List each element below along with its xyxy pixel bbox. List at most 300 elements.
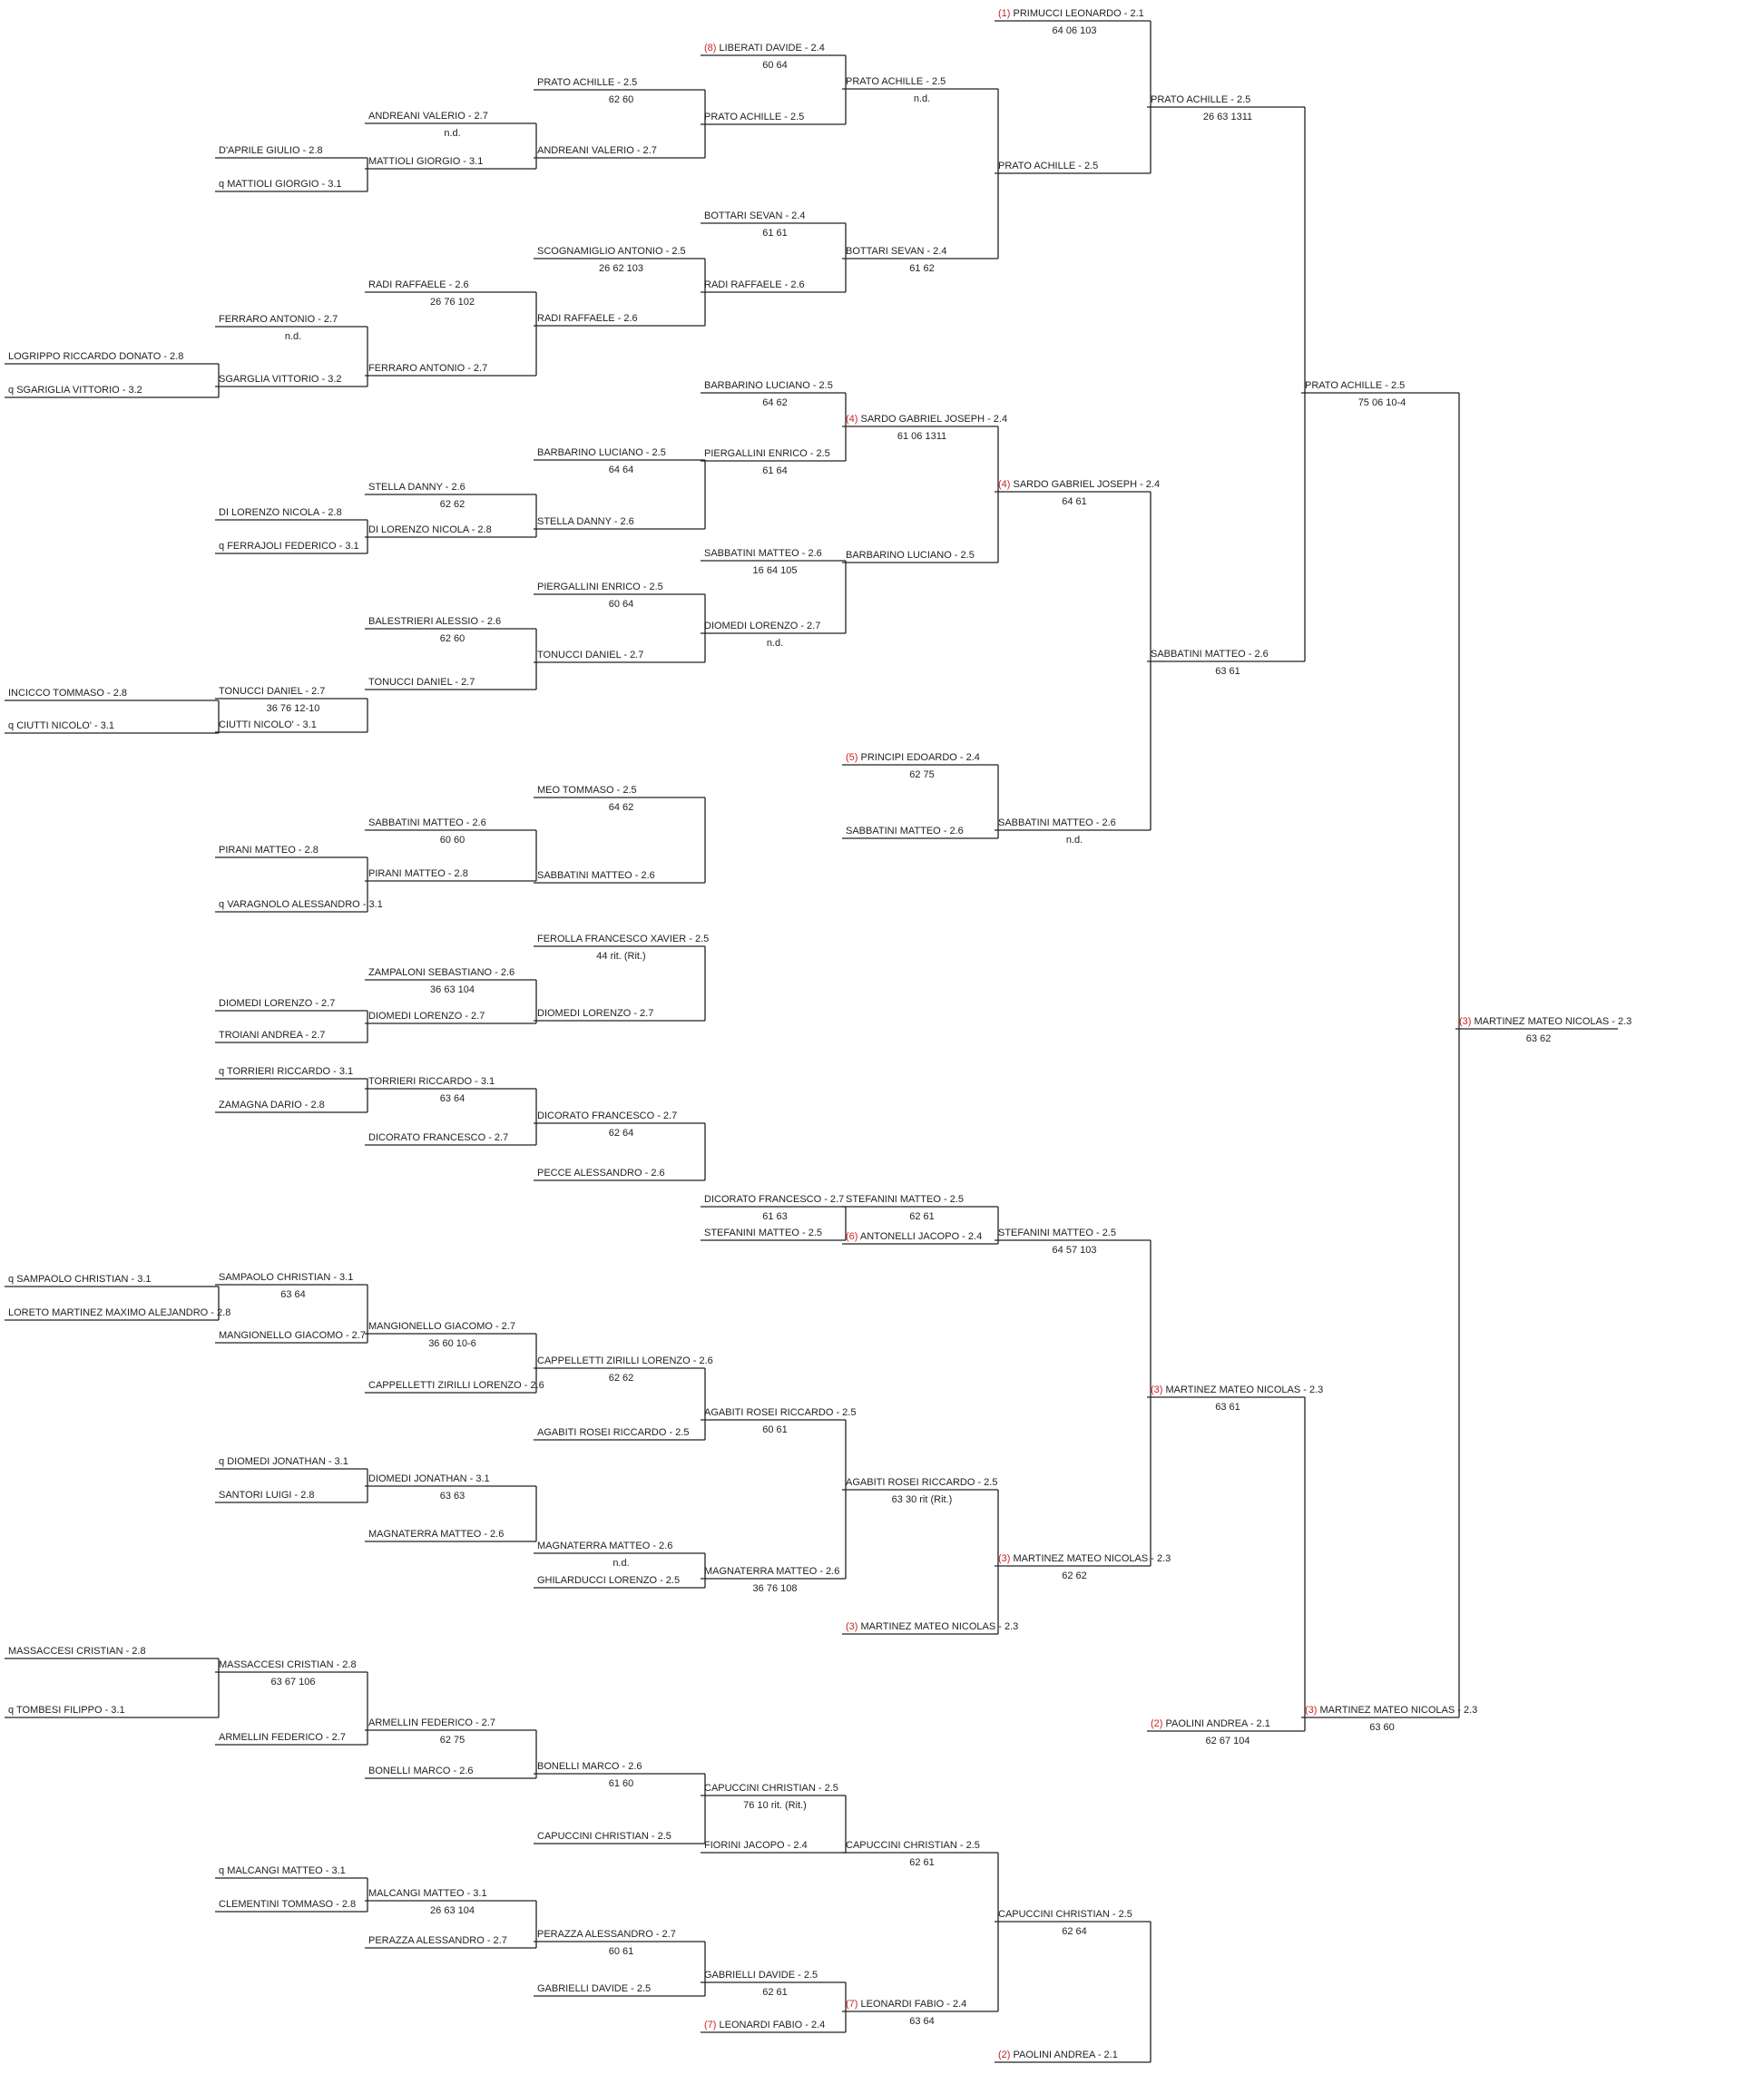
player-bottom [8, 385, 142, 396]
player-name: RADI RAFFAELE - 2.6 [704, 279, 805, 290]
player-bottom [704, 448, 830, 459]
player-name: LOGRIPPO RICCARDO DONATO - 2.8 [8, 351, 184, 362]
player-top [537, 1110, 677, 1121]
match-score: 63 30 rit (Rit.) [891, 1494, 953, 1505]
player-top [537, 1355, 713, 1366]
player-top [368, 967, 514, 978]
player-bottom [368, 1132, 508, 1143]
match-score: 62 67 104 [1205, 1736, 1250, 1746]
player-name: D'APRILE GIULIO - 2.8 [219, 145, 323, 156]
match-score: 60 64 [762, 60, 788, 71]
player-name: TROIANI ANDREA - 2.7 [219, 1030, 326, 1041]
match-score: 16 64 105 [752, 565, 798, 576]
player-name: BOTTARI SEVAN - 2.4 [704, 210, 806, 221]
match-score: 26 63 104 [430, 1905, 475, 1916]
match-score: 64 64 [608, 465, 634, 475]
player-name: CIUTTI NICOLO' - 3.1 [16, 720, 115, 731]
match-score: 63 63 [439, 1491, 466, 1502]
player-top [704, 43, 825, 54]
match-score: 61 64 [762, 465, 788, 476]
seed-label: (2) [1151, 1718, 1166, 1729]
qualifier-mark: q [8, 1274, 17, 1285]
player-top [537, 246, 686, 257]
player-name: MEO TOMMASO - 2.5 [537, 785, 637, 796]
match-score: 26 63 1311 [1202, 112, 1253, 122]
player-name: PIERGALLINI ENRICO - 2.5 [704, 448, 830, 459]
player-name: GABRIELLI DAVIDE - 2.5 [704, 1970, 818, 1981]
player-name: MAGNATERRA MATTEO - 2.6 [704, 1566, 840, 1577]
player-name: ZAMPALONI SEBASTIANO - 2.6 [368, 967, 515, 978]
player-name: DIOMEDI LORENZO - 2.7 [368, 1011, 485, 1022]
match-score: 36 76 12-10 [266, 703, 320, 714]
player-name: MASSACCESI CRISTIAN - 2.8 [219, 1659, 357, 1670]
player-bottom [219, 1899, 356, 1910]
player-bottom [537, 145, 657, 156]
player-bottom [998, 2050, 1118, 2060]
player-name: RADI RAFFAELE - 2.6 [537, 313, 638, 324]
seed-label: (4) [998, 479, 1014, 490]
player-name: LEONARDI FABIO - 2.4 [860, 1999, 967, 2010]
player-top [846, 76, 946, 87]
player-bottom [537, 870, 655, 881]
player-top [846, 1477, 997, 1488]
player-top [537, 934, 709, 944]
match-score: 63 64 [280, 1289, 306, 1300]
player-name: MARTINEZ MATEO NICOLAS - 2.3 [1319, 1705, 1478, 1716]
match-score: 62 61 [909, 1211, 935, 1222]
match-score: n.d. [913, 93, 931, 104]
match-score: n.d. [612, 1558, 630, 1569]
player-name: STELLA DANNY - 2.6 [368, 482, 466, 493]
player-name: DI LORENZO NICOLA - 2.8 [368, 524, 492, 535]
player-name: PRATO ACHILLE - 2.5 [1151, 94, 1251, 105]
match-score: 61 63 [762, 1211, 788, 1222]
match-score: 62 62 [1062, 1570, 1087, 1581]
player-name: PERAZZA ALESSANDRO - 2.7 [368, 1935, 507, 1946]
match-score: 36 60 10-6 [428, 1338, 476, 1349]
player-bottom [219, 541, 359, 552]
qualifier-mark: q [219, 1456, 228, 1467]
player-bottom [219, 719, 317, 730]
player-name: LEONARDI FABIO - 2.4 [719, 2020, 826, 2030]
seed-label: (8) [704, 43, 720, 54]
player-top [704, 1783, 838, 1794]
player-top [846, 414, 1007, 425]
seed-label: (5) [846, 752, 861, 763]
player-name: BARBARINO LUCIANO - 2.5 [704, 380, 833, 391]
player-bottom [846, 246, 946, 257]
qualifier-mark: q [219, 1066, 227, 1077]
player-top [537, 1929, 676, 1940]
player-bottom [8, 1705, 125, 1716]
seed-label: (1) [998, 8, 1014, 19]
player-name: MALCANGI MATTEO - 3.1 [368, 1888, 487, 1899]
seed-label: (3) [998, 1553, 1014, 1564]
player-name: PIRANI MATTEO - 2.8 [219, 845, 318, 856]
player-name: GHILARDUCCI LORENZO - 2.5 [537, 1575, 681, 1586]
player-name: VARAGNOLO ALESSANDRO - 3.1 [227, 899, 383, 910]
player-name: FERRARO ANTONIO - 2.7 [219, 314, 338, 325]
player-top [8, 351, 183, 362]
player-name: PRATO ACHILLE - 2.5 [1305, 380, 1406, 391]
match-score: 26 62 103 [599, 263, 643, 274]
match-score: n.d. [766, 638, 784, 649]
player-name: BARBARINO LUCIANO - 2.5 [537, 447, 666, 458]
match-score: 75 06 10-4 [1357, 397, 1406, 408]
player-top [998, 1228, 1116, 1238]
player-bottom [368, 1380, 544, 1391]
qualifier-mark: q [219, 179, 228, 190]
player-top [537, 582, 663, 592]
match-score: 60 61 [608, 1946, 634, 1957]
player-name: AGABITI ROSEI RICCARDO - 2.5 [537, 1427, 690, 1438]
match-score: 63 64 [439, 1093, 466, 1104]
match-score: n.d. [284, 331, 302, 342]
match-score: 61 06 1311 [897, 431, 947, 442]
match-score: 62 62 [608, 1373, 634, 1384]
player-name: DIOMEDI LORENZO - 2.7 [537, 1008, 654, 1019]
player-bottom [846, 1621, 1018, 1632]
match-score: 36 63 104 [430, 984, 475, 995]
player-name: PRIMUCCI LEONARDO - 2.1 [1013, 8, 1144, 19]
player-bottom [219, 1490, 315, 1501]
seed-label: (3) [1151, 1384, 1166, 1395]
player-top [368, 1473, 490, 1484]
player-top [704, 1970, 818, 1981]
player-name: MAGNATERRA MATTEO - 2.6 [368, 1529, 505, 1540]
player-name: MANGIONELLO GIACOMO - 2.7 [368, 1321, 515, 1332]
player-top [704, 380, 833, 391]
player-name: PERAZZA ALESSANDRO - 2.7 [537, 1929, 676, 1940]
player-name: BONELLI MARCO - 2.6 [537, 1761, 642, 1772]
player-top [1151, 94, 1250, 105]
match-score: 61 61 [762, 228, 788, 239]
player-name: SABBATINI MATTEO - 2.6 [846, 826, 964, 837]
player-name: PRATO ACHILLE - 2.5 [846, 76, 946, 87]
qualifier-mark: q [219, 1865, 228, 1876]
match-score: 60 64 [608, 599, 634, 610]
qualifier-mark: q [8, 385, 17, 396]
player-top [846, 1194, 964, 1205]
player-name: BONELLI MARCO - 2.6 [368, 1766, 474, 1776]
player-bottom [846, 1999, 966, 2010]
match-score: 64 57 103 [1052, 1245, 1097, 1256]
player-top [8, 1274, 152, 1285]
player-name: SGARIGLIA VITTORIO - 3.2 [16, 385, 142, 396]
player-name: PAOLINI ANDREA - 2.1 [1165, 1718, 1270, 1729]
match-score: 63 64 [909, 2016, 935, 2027]
player-name: MATTIOLI GIORGIO - 3.1 [368, 156, 484, 167]
player-bottom [1151, 649, 1269, 660]
seed-label: (6) [846, 1231, 860, 1242]
player-name: DIOMEDI JONATHAN - 3.1 [368, 1473, 490, 1484]
player-name: RADI RAFFAELE - 2.6 [368, 279, 469, 290]
match-score: 64 62 [762, 397, 788, 408]
player-name: AGABITI ROSEI RICCARDO - 2.5 [846, 1477, 998, 1488]
player-top [219, 314, 338, 325]
player-bottom [537, 1008, 653, 1019]
player-name: STELLA DANNY - 2.6 [537, 516, 634, 527]
player-top [998, 8, 1144, 19]
player-name: PAOLINI ANDREA - 2.1 [1013, 2050, 1118, 2060]
player-bottom [1151, 1718, 1270, 1729]
player-name: CAPPELLETTI ZIRILLI LORENZO - 2.6 [368, 1380, 544, 1391]
player-bottom [219, 1330, 366, 1341]
player-name: CAPPELLETTI ZIRILLI LORENZO - 2.6 [537, 1355, 713, 1366]
player-top [704, 1194, 844, 1205]
player-name: MARTINEZ MATEO NICOLAS - 2.3 [1013, 1553, 1171, 1564]
match-score: 63 67 106 [270, 1677, 316, 1688]
player-bottom [219, 899, 383, 910]
match-score: 62 64 [1062, 1926, 1087, 1937]
player-name: PRATO ACHILLE - 2.5 [998, 161, 1099, 171]
player-top [537, 77, 637, 88]
match-score: 62 60 [439, 633, 466, 644]
player-top [1151, 1384, 1323, 1395]
player-name: SAMPAOLO CHRISTIAN - 3.1 [219, 1272, 354, 1283]
player-name: TONUCCI DANIEL - 2.7 [537, 650, 644, 660]
player-name: SAMPAOLO CHRISTIAN - 3.1 [16, 1274, 152, 1285]
player-top [846, 1840, 980, 1851]
player-name: PIERGALLINI ENRICO - 2.5 [537, 582, 663, 592]
player-bottom [368, 524, 492, 535]
player-top [704, 548, 822, 559]
seed-label: (3) [846, 1621, 861, 1632]
match-score: 61 62 [909, 263, 935, 274]
player-top [8, 1646, 146, 1657]
final-winner [1459, 1016, 1632, 1027]
player-name: ARMELLIN FEDERICO - 2.7 [368, 1717, 495, 1728]
player-name: TORRIERI RICCARDO - 3.1 [226, 1066, 354, 1077]
player-top [998, 1909, 1132, 1920]
player-bottom [537, 516, 634, 527]
player-name: BALESTRIERI ALESSIO - 2.6 [368, 616, 502, 627]
player-name: MATTIOLI GIORGIO - 3.1 [227, 179, 342, 190]
player-name: INCICCO TOMMASO - 2.8 [8, 688, 128, 699]
player-name: CAPUCCINI CHRISTIAN - 2.5 [998, 1909, 1132, 1920]
player-top [368, 111, 488, 122]
player-bottom [704, 1228, 822, 1238]
player-bottom [368, 1011, 485, 1022]
match-score: 62 61 [909, 1857, 935, 1868]
player-name: DICORATO FRANCESCO - 2.7 [368, 1132, 509, 1143]
player-bottom [368, 1935, 507, 1946]
player-bottom [704, 1566, 839, 1577]
player-name: MARTINEZ MATEO NICOLAS - 2.3 [1165, 1384, 1324, 1395]
player-name: TORRIERI RICCARDO - 3.1 [368, 1076, 495, 1087]
match-score: 62 60 [608, 94, 634, 105]
player-name: DICORATO FRANCESCO - 2.7 [704, 1194, 845, 1205]
qualifier-mark: q [8, 720, 17, 731]
player-name: FERRAJOLI FEDERICO - 3.1 [227, 541, 359, 552]
player-bottom [537, 650, 643, 660]
player-name: TOMBESI FILIPPO - 3.1 [15, 1705, 125, 1716]
player-top [368, 482, 466, 493]
player-name: ZAMAGNA DARIO - 2.8 [219, 1100, 325, 1110]
player-bottom [8, 1307, 230, 1318]
player-top [219, 686, 325, 697]
match-score: 44 rit. (Rit.) [596, 951, 646, 962]
match-score: 36 76 108 [752, 1583, 798, 1594]
player-name: STEFANINI MATTEO - 2.5 [998, 1228, 1116, 1238]
player-name: ARMELLIN FEDERICO - 2.7 [219, 1732, 346, 1743]
player-top [219, 998, 335, 1009]
player-top [537, 1761, 642, 1772]
match-score: 62 75 [439, 1735, 466, 1746]
seed-label: (4) [846, 414, 861, 425]
player-bottom [219, 1732, 346, 1743]
player-bottom [537, 1983, 651, 1994]
seed-label: (3) [1305, 1705, 1320, 1716]
player-name: DIOMEDI JONATHAN - 3.1 [227, 1456, 348, 1467]
player-bottom [8, 720, 114, 731]
match-score: 64 61 [1062, 496, 1087, 507]
player-bottom [537, 313, 638, 324]
player-name: GABRIELLI DAVIDE - 2.5 [537, 1983, 652, 1994]
player-bottom [368, 868, 468, 879]
player-bottom [537, 1427, 689, 1438]
seed-label: (7) [704, 2020, 720, 2030]
player-top [219, 1066, 353, 1077]
match-score: 60 60 [439, 835, 466, 846]
match-score: 60 61 [762, 1424, 788, 1435]
player-top [537, 1541, 672, 1551]
match-score: 62 61 [762, 1987, 788, 1998]
player-top [219, 507, 342, 518]
player-name: SABBATINI MATTEO - 2.6 [537, 870, 655, 881]
player-name: PRINCIPI EDOARDO - 2.4 [860, 752, 980, 763]
player-name: CAPUCCINI CHRISTIAN - 2.5 [846, 1840, 980, 1851]
player-bottom [704, 2020, 825, 2030]
player-bottom [219, 179, 342, 190]
player-name: BARBARINO LUCIANO - 2.5 [846, 550, 975, 561]
match-score: 64 06 103 [1052, 25, 1097, 36]
match-score: 26 76 102 [430, 297, 475, 308]
player-name: STEFANINI MATTEO - 2.5 [704, 1228, 822, 1238]
player-bottom [704, 112, 804, 122]
player-name: PIRANI MATTEO - 2.8 [368, 868, 468, 879]
player-top [998, 479, 1160, 490]
player-name: ANTONELLI JACOPO - 2.4 [859, 1231, 983, 1242]
player-name: MARTINEZ MATEO NICOLAS - 2.3 [860, 1621, 1019, 1632]
player-bottom [537, 1831, 671, 1842]
match-score: 63 60 [1369, 1722, 1395, 1733]
player-name: DIOMEDI LORENZO - 2.7 [704, 621, 821, 631]
seed-label: (7) [846, 1999, 861, 2010]
player-name: MALCANGI MATTEO - 3.1 [227, 1865, 346, 1876]
player-top [368, 279, 469, 290]
player-bottom [368, 363, 487, 374]
player-name: SCOGNAMIGLIO ANTONIO - 2.5 [537, 246, 686, 257]
match-score: 63 61 [1215, 666, 1240, 677]
player-bottom [368, 1529, 504, 1540]
player-name: STEFANINI MATTEO - 2.5 [846, 1194, 964, 1205]
player-name: MARTINEZ MATEO NICOLAS - 2.3 [1474, 1016, 1632, 1027]
player-name: CLEMENTINI TOMMASO - 2.8 [219, 1899, 357, 1910]
player-name: PRATO ACHILLE - 2.5 [704, 112, 805, 122]
player-top [1305, 380, 1405, 391]
player-bottom [219, 1030, 325, 1041]
player-top [368, 1888, 487, 1899]
match-score: 61 60 [608, 1778, 634, 1789]
player-name: TONUCCI DANIEL - 2.7 [219, 686, 326, 697]
player-name: SGARGLIA VITTORIO - 3.2 [219, 374, 342, 385]
match-score: 63 62 [1525, 1033, 1552, 1044]
qualifier-mark: q [219, 899, 228, 910]
player-name: AGABITI ROSEI RICCARDO - 2.5 [704, 1407, 857, 1418]
player-top [368, 1076, 495, 1087]
player-name: FIORINI JACOPO - 2.4 [704, 1840, 808, 1851]
match-score: 62 62 [439, 499, 466, 510]
player-top [704, 210, 805, 221]
player-name: SABBATINI MATTEO - 2.6 [1151, 649, 1269, 660]
player-name: LORETO MARTINEZ MAXIMO ALEJANDRO - 2.8 [8, 1307, 231, 1318]
player-top [537, 785, 637, 796]
player-name: TONUCCI DANIEL - 2.7 [368, 677, 475, 688]
player-top [368, 817, 486, 828]
player-name: SARDO GABRIEL JOSEPH - 2.4 [860, 414, 1008, 425]
player-bottom [537, 1575, 680, 1586]
player-name: MAGNATERRA MATTEO - 2.6 [537, 1541, 673, 1551]
player-bottom [219, 374, 342, 385]
player-top [704, 1407, 856, 1418]
player-name: ANDREANI VALERIO - 2.7 [368, 111, 488, 122]
match-score: 62 64 [608, 1128, 634, 1139]
player-name: SANTORI LUIGI - 2.8 [219, 1490, 315, 1501]
seed-label: (3) [1459, 1016, 1475, 1027]
match-score: 64 62 [608, 802, 634, 813]
player-bottom [846, 826, 964, 837]
player-top [219, 1659, 357, 1670]
player-bottom [368, 677, 475, 688]
player-bottom [219, 1100, 325, 1110]
qualifier-mark: q [219, 541, 228, 552]
player-top [537, 447, 666, 458]
player-name: SABBATINI MATTEO - 2.6 [704, 548, 822, 559]
player-top [219, 1272, 353, 1283]
player-name: PRATO ACHILLE - 2.5 [537, 77, 638, 88]
player-bottom [1305, 1705, 1477, 1716]
player-top [368, 1717, 495, 1728]
player-name: FEROLLA FRANCESCO XAVIER - 2.5 [537, 934, 710, 944]
player-bottom [537, 1168, 665, 1179]
player-top [219, 845, 318, 856]
player-name: SABBATINI MATTEO - 2.6 [368, 817, 486, 828]
player-top [8, 688, 127, 699]
player-top [368, 1321, 515, 1332]
player-bottom [998, 817, 1116, 828]
player-name: CIUTTI NICOLO' - 3.1 [219, 719, 317, 730]
player-top [846, 752, 980, 763]
player-bottom [998, 1553, 1171, 1564]
match-score: n.d. [1065, 835, 1083, 846]
player-name: CAPUCCINI CHRISTIAN - 2.5 [537, 1831, 671, 1842]
player-name: BOTTARI SEVAN - 2.4 [846, 246, 947, 257]
player-name: SABBATINI MATTEO - 2.6 [998, 817, 1116, 828]
player-name: LIBERATI DAVIDE - 2.4 [719, 43, 825, 54]
player-top [219, 145, 323, 156]
player-name: SARDO GABRIEL JOSEPH - 2.4 [1013, 479, 1161, 490]
player-name: FERRARO ANTONIO - 2.7 [368, 363, 488, 374]
match-score: 63 61 [1215, 1402, 1240, 1413]
player-name: PECCE ALESSANDRO - 2.6 [537, 1168, 665, 1179]
player-name: MANGIONELLO GIACOMO - 2.7 [219, 1330, 366, 1341]
player-name: ANDREANI VALERIO - 2.7 [537, 145, 657, 156]
player-bottom [846, 1231, 982, 1242]
player-bottom [368, 1766, 474, 1776]
player-bottom [704, 621, 820, 631]
player-name: MASSACCESI CRISTIAN - 2.8 [8, 1646, 146, 1657]
